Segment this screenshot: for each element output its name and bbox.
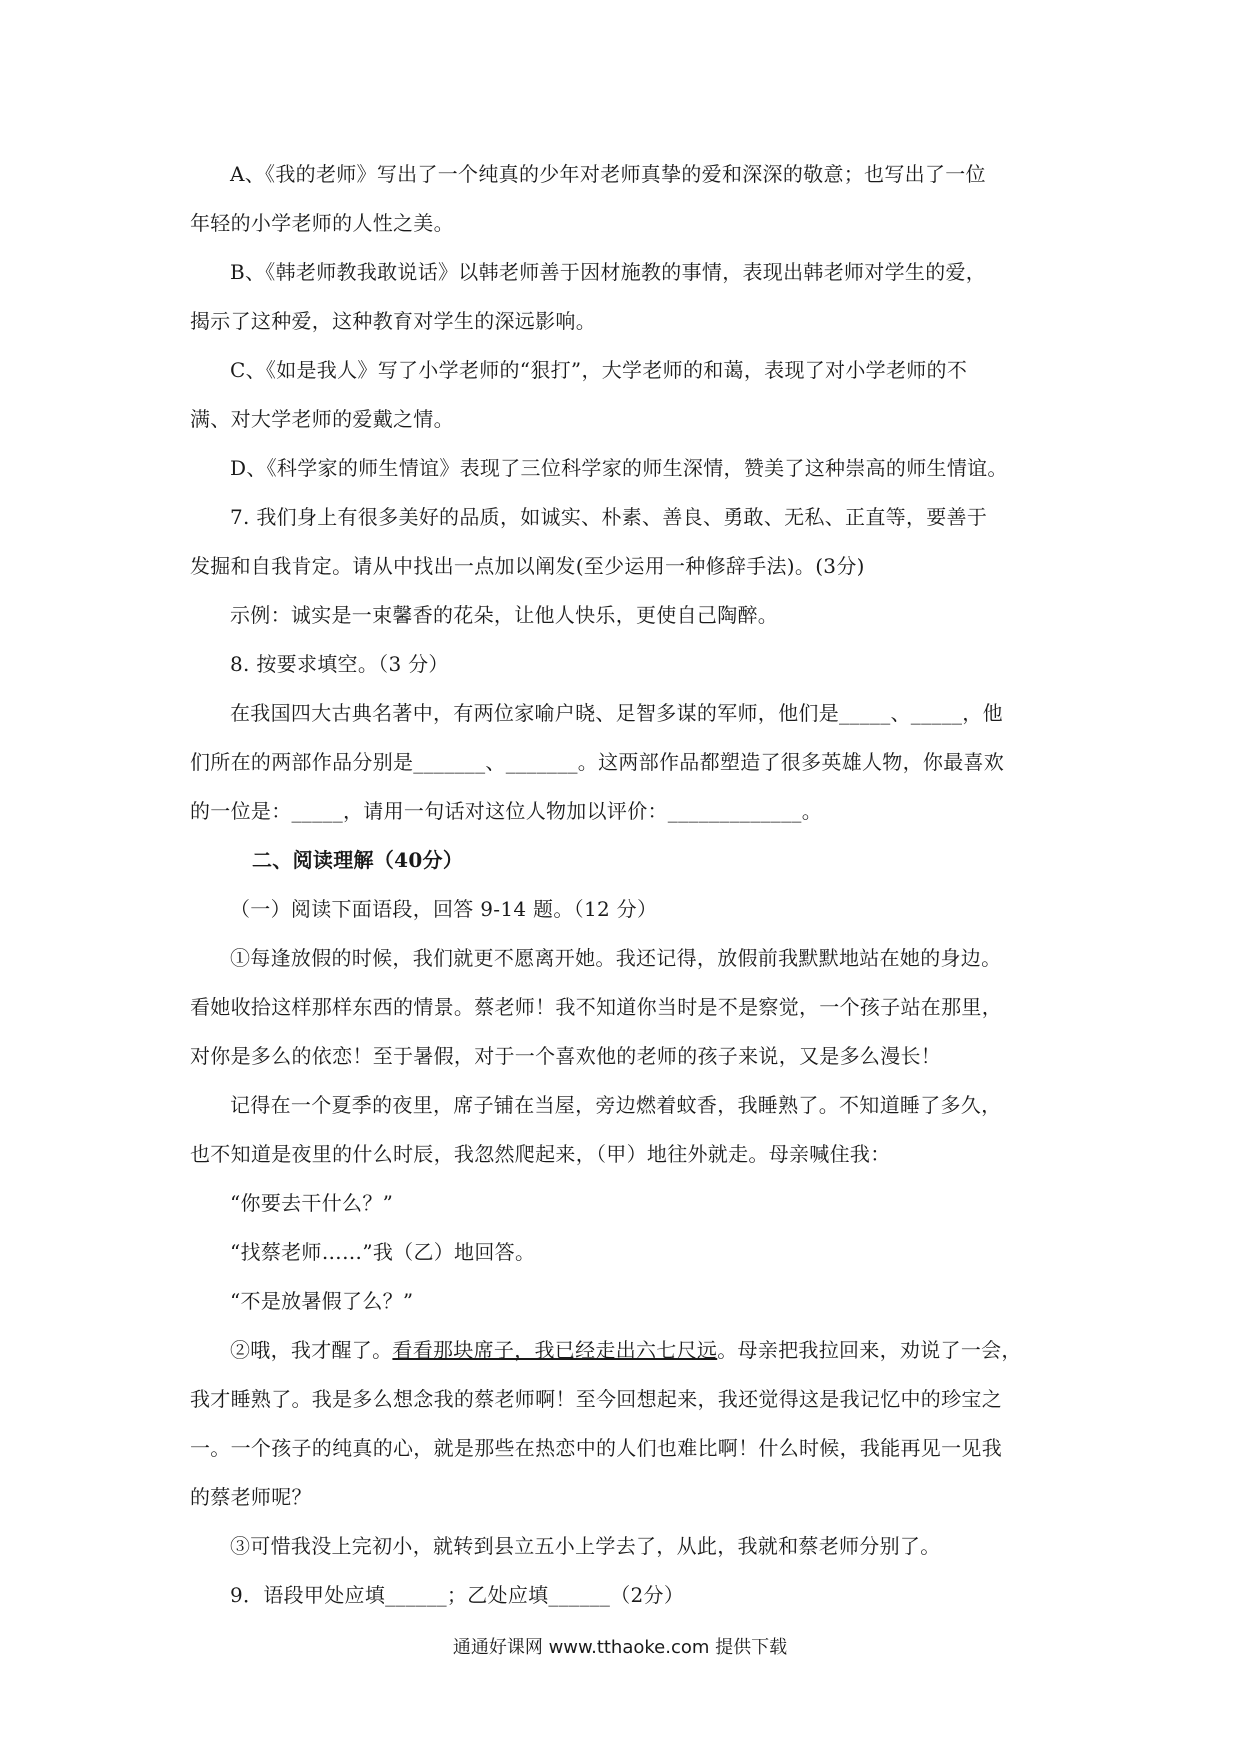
passage-p3-line-4: 的蔡老师呢？	[190, 1485, 312, 1509]
question-8-line-1: 在我国四大古典名著中，有两位家喻户晓、足智多谋的军师，他们是_____、_____，他	[230, 701, 1003, 725]
dialogue-answer: “找蔡老师……”我（乙）地回答。	[230, 1240, 536, 1264]
question-8-title: 8. 按要求填空。（3 分）	[230, 652, 449, 676]
question-8-line-3: 的一位是：_____，请用一句话对这位人物加以评价：_____________。	[190, 799, 822, 823]
question-7-example: 示例：诚实是一束馨香的花朵，让他人快乐，更使自己陶醉。	[230, 603, 779, 627]
passage-p2-line-1: 记得在一个夏季的夜里，席子铺在当屋，旁边燃着蚊香，我睡熟了。不知道睡了多久，	[230, 1093, 1002, 1117]
dialogue-mother-2: “不是放暑假了么？”	[230, 1289, 414, 1313]
passage-p3-line-1	[230, 1336, 1022, 1364]
passage-p1-line-3: 对你是多么的依恋！至于暑假，对于一个喜欢他的老师的孩子来说，又是多么漫长！	[190, 1044, 942, 1068]
option-c-line-2: 满、对大学老师的爱戴之情。	[190, 407, 454, 431]
option-c-line-1: C、《如是我人》写了小学老师的“狠打”，大学老师的和蔼，表现了对小学老师的不	[230, 358, 968, 382]
passage-p3-start: ②哦，我才醒了。	[230, 1338, 393, 1362]
question-8-line-2: 们所在的两部作品分别是_______、_______。这两部作品都塑造了很多英雄人物，你最喜欢	[190, 750, 1005, 774]
footer-download-note: 通通好课网 www.tthaoke.com 提供下载	[452, 1637, 788, 1658]
passage-p3-underlined: 看看那块席子，我已经走出六七尺远	[392, 1338, 718, 1362]
passage-p3-line-2: 我才睡熟了。我是多么想念我的蔡老师啊！至今回想起来，我还觉得这是我记忆中的珍宝之	[190, 1387, 1002, 1411]
dialogue-mother-1: “你要去干什么？”	[230, 1191, 394, 1215]
question-7-line-1: 7. 我们身上有很多美好的品质，如诚实、朴素、善良、勇敢、无私、正直等，要善于	[230, 505, 988, 529]
passage-p1-line-1: ①每逢放假的时候，我们就更不愿离开她。我还记得，放假前我默默地站在她的身边。	[230, 946, 1002, 970]
section-2-title: 二、阅读理解（40分）	[252, 848, 464, 872]
passage-p4-line-1: ③可惜我没上完初小，就转到县立五小上学去了，从此，我就和蔡老师分别了。	[230, 1534, 941, 1558]
section-2-subtitle: （一）阅读下面语段，回答 9-14 题。（12 分）	[230, 897, 658, 921]
passage-p3-line-3: 一。一个孩子的纯真的心，就是那些在热恋中的人们也难比啊！什么时候，我能再见一见我	[190, 1436, 1002, 1460]
passage-p2-line-2: 也不知道是夜里的什么时辰，我忽然爬起来，（甲）地往外就走。母亲喊住我：	[190, 1142, 891, 1166]
option-d-line-1: D、《科学家的师生情谊》表现了三位科学家的师生深情，赞美了这种崇高的师生情谊。	[230, 456, 1008, 480]
passage-p3-end: 。母亲把我拉回来，劝说了一会，	[717, 1338, 1022, 1362]
option-b-line-2: 揭示了这种爱，这种教育对学生的深远影响。	[190, 309, 596, 333]
question-9-line-1: 9．语段甲处应填______；乙处应填______（2分）	[230, 1583, 685, 1607]
option-a-line-2: 年轻的小学老师的人性之美。	[190, 211, 454, 235]
question-7-line-2: 发掘和自我肯定。请从中找出一点加以阐发(至少运用一种修辞手法)。(3分)	[190, 554, 865, 578]
passage-p1-line-2: 看她收拾这样那样东西的情景。蔡老师！我不知道你当时是不是察觉，一个孩子站在那里，	[190, 995, 1002, 1019]
option-a-line-1: A、《我的老师》写出了一个纯真的少年对老师真挚的爱和深深的敬意；也写出了一位	[230, 162, 986, 186]
option-b-line-1: B、《韩老师教我敢说话》以韩老师善于因材施教的事情，表现出韩老师对学生的爱，	[230, 260, 987, 284]
